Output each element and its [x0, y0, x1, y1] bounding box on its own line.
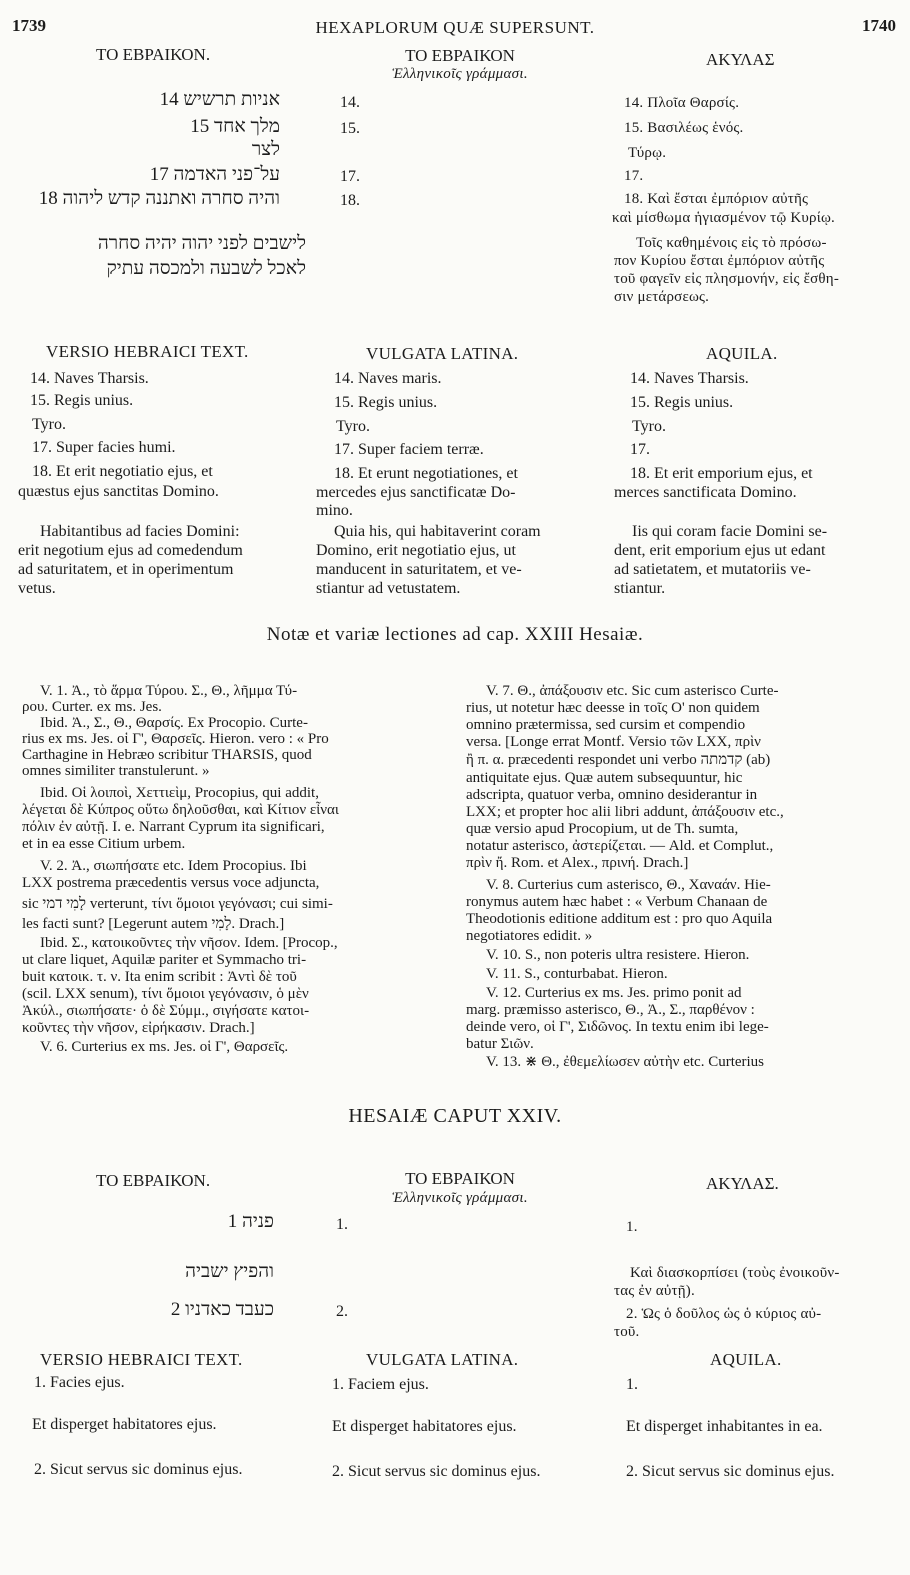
aquila-latin-line: 17. [630, 441, 650, 458]
versio-line: Habitantibus ad facies Domini: [40, 523, 240, 540]
page-number-right: 1740 [862, 16, 896, 35]
note-line: κοῦντες τὴν νῆσον, εἰρήκασιν. Drach.] [22, 1020, 255, 1036]
versio-line: 1. Facies ejus. [34, 1374, 125, 1391]
vulgata-line: 2. Sicut servus sic dominus ejus. [332, 1463, 541, 1480]
aquila-line: Τύρῳ. [628, 145, 667, 161]
note-line: Carthagine in Hebræo scribitur THARSIS, quod [22, 747, 312, 763]
note-line: notatur asterisco, ἀστερίζεται. — Ald. et Complut., [466, 838, 774, 854]
versio-line: Et disperget habitatores ejus. [32, 1416, 217, 1433]
note-line: rius, ut notetur hæc deesse in τοῖς Ο' non quidem [466, 700, 760, 716]
versio-line: 2. Sicut servus sic dominus ejus. [34, 1461, 243, 1478]
aquila-latin-line: merces sanctificata Domino. [614, 484, 797, 501]
note-line: antiquitate ejus. Quæ autem subsequuntur, hic [466, 770, 743, 786]
aquila-line: καὶ μίσθωμα ἡγιασμένον τῷ Κυρίῳ. [612, 210, 836, 226]
notes-title: Notæ et variæ lectiones ad cap. XXIII Hesaiæ. [266, 624, 644, 645]
versio-line: 18. Et erit negotiatio ejus, et [32, 463, 213, 480]
note-line: rius ex ms. Jes. οἱ Γ', Θαρσεῖς. Hieron. vero : « Pro [22, 731, 329, 747]
versio-line: erit negotium ejus ad comedendum [18, 542, 243, 559]
versio-line: 14. Naves Tharsis. [30, 370, 149, 387]
note-line: Ibid. Ἀ., Σ., Θ., Θαρσίς. Ex Procopio. Curte- [40, 715, 308, 731]
aquila-latin-line: Et disperget inhabitantes in ea. [626, 1418, 823, 1435]
hebrew-line: אניות תרשיש 14 [159, 89, 280, 110]
note-line: omnes similiter transtulerunt. » [22, 763, 210, 779]
col-head-greek-letters-sub: Ἑλληνικοῖς γράμμασι. [392, 66, 528, 82]
aquila-line: Τοῖς καθημένοις εἰς τὸ πρόσω- [636, 235, 827, 251]
aquila-line: 14. Πλοῖα Θαρσίς. [624, 95, 740, 111]
aquila-latin-line: stiantur. [614, 580, 666, 597]
vulgata-line: mercedes ejus sanctificatæ Do- [316, 484, 516, 501]
note-line: et in ea esse Citium urbem. [22, 836, 186, 852]
vulgata-line: 1. Faciem ejus. [332, 1376, 429, 1393]
versio-line: quæstus ejus sanctitas Domino. [18, 483, 219, 500]
verse-number: 18. [340, 192, 360, 209]
aquila-line: πον Κυρίου ἔσται ἐμπόριον αὐτῆς [614, 253, 825, 269]
col-head-versio: VERSIO HEBRAICI TEXT. [46, 342, 249, 361]
vulgata-line: Et disperget habitatores ejus. [332, 1418, 517, 1435]
note-line: V. 10. S., non poteris ultra resistere. Hieron. [486, 947, 750, 963]
note-line: Ibid. Σ., κατοικοῦντες τὴν νῆσον. Idem. [Procop., [40, 935, 338, 951]
versio-line: vetus. [18, 580, 56, 597]
aquila-line: τοῦ. [614, 1324, 640, 1340]
hebrew-line: לצר [251, 139, 280, 160]
note-line: Ibid. Οἱ λοιποὶ, Χεττιεὶμ, Procopius, qui addit, [40, 785, 319, 801]
vulgata-line: mino. [316, 502, 353, 519]
aquila-line: 15. Βασιλέως ἑνός. [624, 120, 744, 136]
versio-line: 17. Super facies humi. [32, 439, 176, 456]
note-line: deinde vero, οἱ Γ', Σιδῶνος. In textu enim ibi lege- [466, 1019, 769, 1035]
note-line: sic לָמִי דמי verterunt, τίνι ὅμοιοι γεγόνασι; cui simi- [22, 896, 333, 912]
col-head-vulgata: VULGATA LATINA. [366, 344, 519, 363]
verse-number: 14. [340, 94, 360, 111]
col-head-greek-letters-sub: Ἑλληνικοῖς γράμμασι. [392, 1190, 528, 1206]
chapter-title: HESAIÆ CAPUT XXIV. [348, 1105, 562, 1127]
aquila-line: 2. Ὡς ὁ δοῦλος ὡς ὁ κύριος αὐ- [626, 1306, 822, 1322]
hebrew-line: והפיץ ישביה [185, 1261, 274, 1282]
note-line: V. 12. Curterius ex ms. Jes. primo ponit ad [486, 985, 742, 1001]
vulgata-line: 15. Regis unius. [334, 394, 438, 411]
verse-number: 1. [336, 1216, 348, 1233]
col-head-vulgata: VULGATA LATINA. [366, 1350, 519, 1369]
aquila-line: Καὶ διασκορπίσει (τοὺς ἐνοικοῦν- [630, 1265, 840, 1281]
hebrew-line: כעבד כאדניו 2 [170, 1299, 274, 1320]
col-head-versio: VERSIO HEBRAICI TEXT. [40, 1350, 243, 1369]
note-line: omnino prætermissa, sed cursim et compendio [466, 717, 746, 733]
hebrew-line: לאכל לשבעה ולמכסה עתיק [106, 258, 306, 279]
aquila-latin-line: dent, erit emporium ejus ut edant [614, 542, 826, 559]
vulgata-line: Domino, erit negotiatio ejus, ut [316, 542, 516, 559]
hebrew-line: לישבים לפני יהוה יהיה סחרה [97, 233, 306, 254]
col-head-greek-letters: ΤΟ ΕΒΡΑΙΚΟΝ [405, 1169, 515, 1188]
note-line: V. 2. Ἀ., σιωπήσατε etc. Idem Procopius. Ibi [40, 858, 307, 874]
note-line: ronymus autem hæc habet : « Verbum Chanaan de [466, 894, 768, 910]
note-line: V. 1. Ἀ., τὸ ἅρμα Τύρου. Σ., Θ., λῆμμα Τύ- [40, 683, 298, 699]
col-head-greek-letters: ΤΟ ΕΒΡΑΙΚΟΝ [405, 46, 515, 65]
versio-line: Tyro. [32, 416, 66, 433]
note-line: V. 6. Curterius ex ms. Jes. οἱ Γ', Θαρσεῖς. [40, 1039, 289, 1055]
note-line: ut clare liquet, Aquilæ pariter et Symmacho tri- [22, 952, 307, 968]
hebrew-line: מלך אחד 15 [190, 116, 280, 137]
note-line: LXX postrema præcedentis versus voce adjuncta, [22, 875, 320, 891]
hebrew-line: פניה 1 [227, 1211, 274, 1232]
aquila-latin-line: 1. [626, 1376, 638, 1393]
note-line: λέγεται δὲ Κύπρος οὕτω δηλοῦσθαι, καὶ Κίτιον εἶναι [22, 802, 339, 818]
aquila-latin-line: 2. Sicut servus sic dominus ejus. [626, 1463, 835, 1480]
note-line: batur Σιῶν. [466, 1036, 534, 1052]
vulgata-line: Tyro. [336, 418, 370, 435]
aquila-line: τας ἐν αὐτῇ). [614, 1283, 695, 1299]
aquila-latin-line: Tyro. [632, 418, 666, 435]
note-line: les facti sunt? [Legerunt autem לָמִי. Drach.] [22, 916, 285, 932]
running-title: HEXAPLORUM QUÆ SUPERSUNT. [315, 18, 595, 37]
col-head-hebrew: ΤΟ ΕΒΡΑΙΚΟΝ. [96, 1171, 211, 1190]
aquila-latin-line: Iis qui coram facie Domini se- [632, 523, 828, 540]
col-head-aquila: ΑΚΥΛΑΣ. [706, 1174, 779, 1193]
note-line: V. 13. ⋇ Θ., ἐθεμελίωσεν αὐτὴν etc. Curterius [486, 1054, 765, 1070]
versio-line: ad saturitatem, et in operimentum [18, 561, 234, 578]
note-line: Theodotionis editione additum est : pro quo Aquila [466, 911, 773, 927]
aquila-latin-line: ad satietatem, et mutatoriis ve- [614, 561, 811, 578]
note-line: (scil. LXX senum), τίνι ὅμοιοι γεγόνασιν, ὁ μὲν [22, 986, 309, 1002]
col-head-hebrew: ΤΟ ΕΒΡΑΙΚΟΝ. [96, 45, 211, 64]
vulgata-line: 17. Super faciem terræ. [334, 441, 484, 458]
col-head-aquila-latin: AQUILA. [706, 344, 778, 363]
vulgata-line: 18. Et erunt negotiationes, et [334, 465, 518, 482]
note-line: LXX; et propter hoc alii libri addunt, ἀπάξουσιν etc., [466, 804, 784, 820]
verse-number: 17. [340, 168, 360, 185]
note-line: versa. [Longe errat Montf. Versio τῶν LXX, πρὶν [466, 734, 761, 750]
aquila-latin-line: 18. Et erit emporium ejus, et [630, 465, 813, 482]
hebrew-line: והיה סחרה ואתננה קדש ליהוה 18 [38, 188, 280, 209]
note-line: ρου. Curter. ex ms. Jes. [22, 699, 162, 715]
vulgata-line: Quia his, qui habitaverint coram [334, 523, 541, 540]
aquila-line: τοῦ φαγεῖν εἰς πλησμονήν, εἰς ἔσθη- [614, 271, 840, 287]
note-line: buit κατοικ. τ. ν. Ita enim scribit : Ἀντὶ δὲ τοῦ [22, 969, 297, 985]
verse-number: 2. [336, 1303, 348, 1320]
col-head-aquila-latin: AQUILA. [710, 1350, 782, 1369]
aquila-latin-line: 15. Regis unius. [630, 394, 734, 411]
note-line: πόλιν ἐν αὐτῇ. I. e. Narrant Cyprum ita significari, [22, 819, 325, 835]
page-number-left: 1739 [12, 16, 46, 35]
aquila-line: 1. [626, 1219, 638, 1235]
aquila-latin-line: 14. Naves Tharsis. [630, 370, 749, 387]
vulgata-line: 14. Naves maris. [334, 370, 442, 387]
note-line: V. 11. S., conturbabat. Hieron. [486, 966, 668, 982]
aquila-line: 17. [624, 168, 644, 184]
note-line: V. 8. Curterius cum asterisco, Θ., Χαναάν. Hie- [486, 877, 771, 893]
hebrew-line: על־פני האדמה 17 [149, 164, 280, 185]
note-line: marg. præmisso asterisco, Θ., Ἀ., Σ., παρθένον : [466, 1002, 755, 1018]
note-line: ἢ π. α. præcedenti respondet uni verbo קדמתה (ab) [466, 752, 771, 768]
aquila-line: 18. Καὶ ἔσται ἐμπόριον αὐτῆς [624, 191, 809, 207]
note-line: adscripta, quatuor verba, omnino desiderantur in [466, 787, 758, 803]
note-line: V. 7. Θ., ἀπάξουσιν etc. Sic cum asterisco Curte- [486, 683, 779, 699]
col-head-aquila: ΑΚΥΛΑΣ [706, 50, 775, 69]
note-line: quæ versio apud Procopium, ut de Th. sumta, [466, 821, 739, 837]
verse-number: 15. [340, 120, 360, 137]
aquila-line: σιν μετάρσεως. [614, 289, 710, 305]
note-line: πρὶν ἤ. Rom. et Alex., πρινή. Drach.] [466, 855, 689, 871]
note-line: Ἀκύλ., σιωπήσατε· ὁ δὲ Σύμμ., σιγήσατε κατοι- [22, 1003, 310, 1019]
vulgata-line: stiantur ad vetustatem. [316, 580, 461, 597]
vulgata-line: manducent in saturitatem, et ve- [316, 561, 522, 578]
note-line: negotiatores edidit. » [466, 928, 593, 944]
versio-line: 15. Regis unius. [30, 392, 134, 409]
